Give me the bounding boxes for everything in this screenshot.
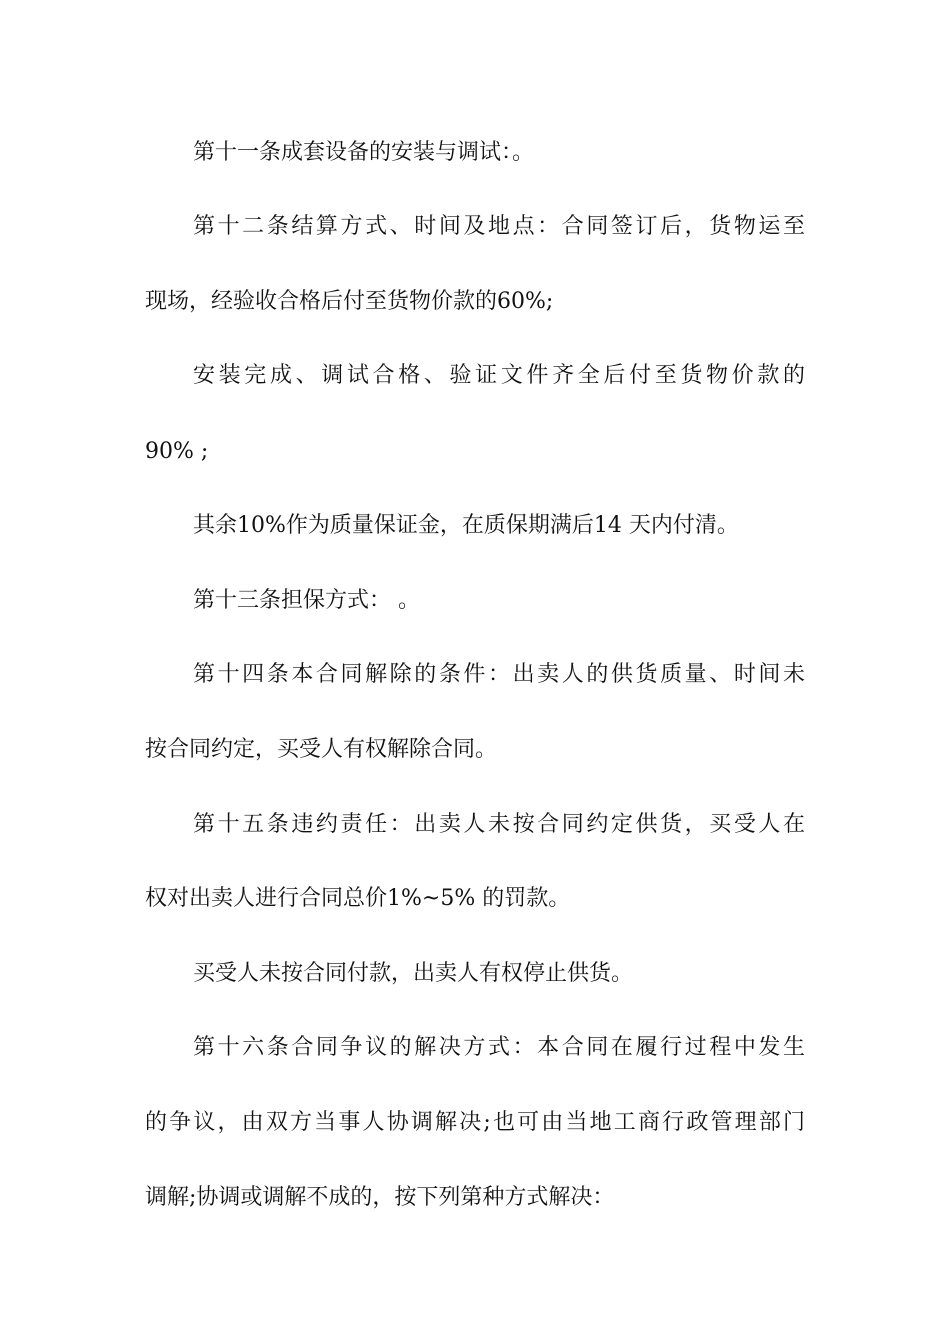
paragraph-article-12-line-2: 现场，经验收合格后付至货物价款的60%; [145, 289, 554, 314]
paragraph-article-15-line-2: 权对出卖人进行合同总价1%~5% 的罚款。 [145, 886, 571, 911]
paragraph-article-16-line-2: 的争议，由双方当事人协调解决;也可由当地工商行政管理部门 [145, 1110, 805, 1135]
paragraph-article-11: 第十一条成套设备的安装与调试：。 [193, 140, 535, 165]
paragraph-article-12-line-1: 第十二条结算方式、时间及地点：合同签订后，货物运至 [193, 214, 805, 239]
paragraph-article-15-line-1: 第十五条违约责任：出卖人未按合同约定供货，买受人在 [193, 812, 805, 837]
paragraph-installation-payment-line-2: 90% ; [145, 439, 209, 464]
paragraph-quality-deposit: 其余10%作为质量保证金，在质保期满后14 天内付清。 [193, 513, 739, 538]
paragraph-article-16-line-3: 调解;协调或调解不成的，按下列第种方式解决： [145, 1185, 615, 1210]
paragraph-installation-payment-line-1: 安装完成、调试合格、验证文件齐全后付至货物价款的 [193, 363, 805, 388]
paragraph-article-14-line-1: 第十四条本合同解除的条件：出卖人的供货质量、时间未 [193, 662, 805, 687]
paragraph-article-14-line-2: 按合同约定，买受人有权解除合同。 [145, 737, 498, 762]
paragraph-buyer-payment: 买受人未按合同付款，出卖人有权停止供货。 [193, 961, 634, 986]
paragraph-article-16-line-1: 第十六条合同争议的解决方式：本合同在履行过程中发生 [193, 1035, 805, 1060]
paragraph-article-13: 第十三条担保方式： 。 [193, 588, 420, 613]
